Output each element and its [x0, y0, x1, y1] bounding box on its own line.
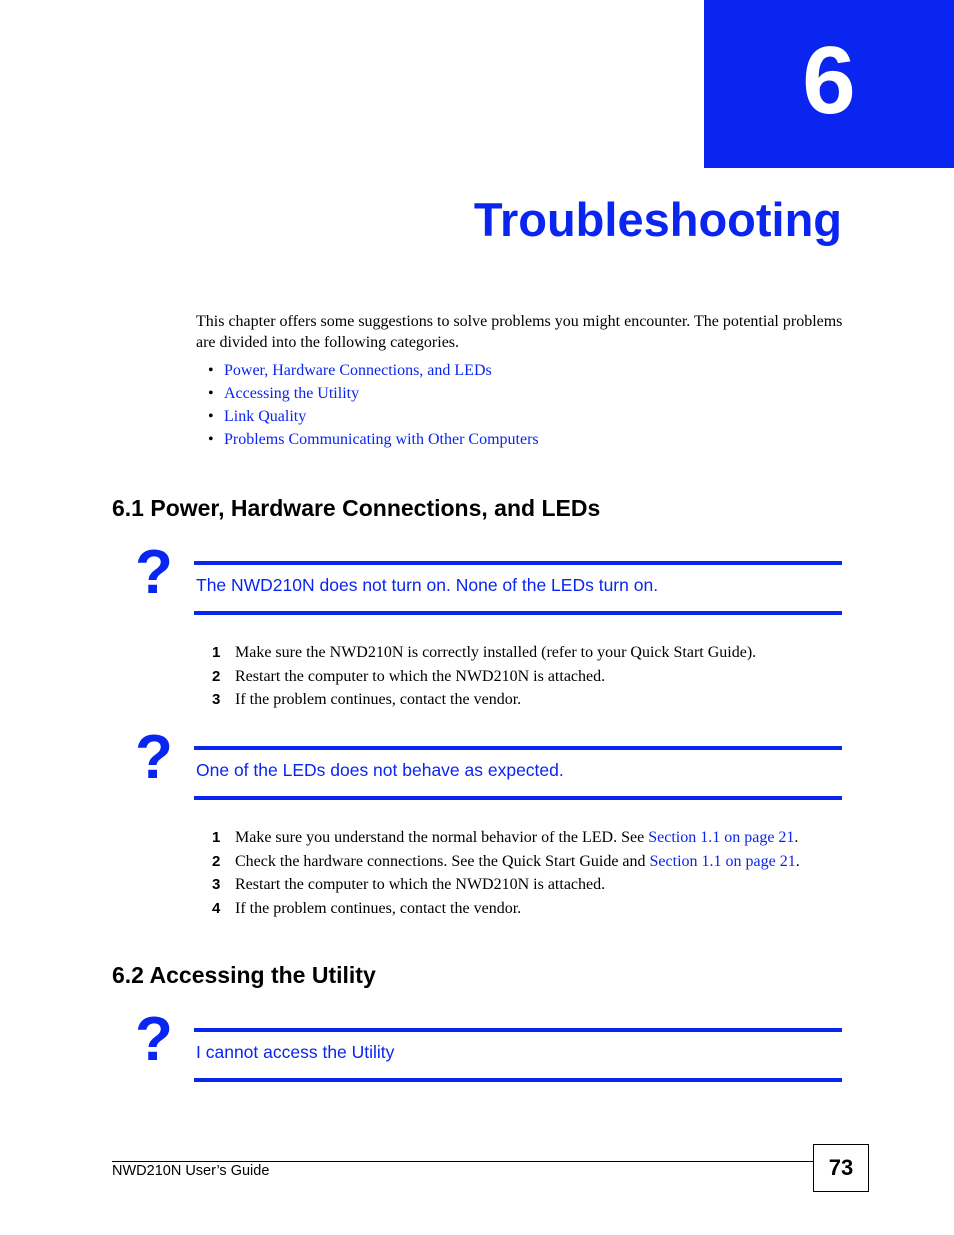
list-item	[208, 429, 539, 452]
step-text: Make sure the NWD210N is correctly installed (refer to your Quick Start Guide).	[235, 644, 757, 661]
step-number: 1	[212, 829, 221, 846]
list-item	[212, 851, 800, 875]
list-item	[212, 874, 800, 898]
section-heading-6-2: 6.2 Accessing the Utility	[112, 962, 376, 988]
step-text-start: Check the hardware connections. See the Quick Start Guide and	[235, 852, 650, 870]
step-text-end: .	[794, 829, 799, 846]
footer-guide-title: NWD210N User’s Guide	[112, 1163, 270, 1179]
step-number: 3	[212, 691, 221, 708]
question-box	[194, 746, 842, 800]
steps-list	[212, 827, 800, 921]
category-list	[208, 360, 539, 452]
bullet-icon: •	[208, 431, 214, 448]
steps-list	[212, 642, 756, 713]
step-text: If the problem continues, contact the vendor.	[235, 691, 522, 708]
question-mark-icon: ?	[135, 1005, 173, 1074]
question-text: One of the LEDs does not behave as expected.	[196, 760, 564, 780]
step-number: 4	[212, 899, 221, 917]
bullet-icon: •	[208, 362, 214, 379]
bullet-icon: •	[208, 385, 214, 402]
question-text: The NWD210N does not turn on. None of the LEDs turn on.	[196, 575, 659, 595]
step-number: 2	[212, 852, 221, 870]
list-item	[208, 360, 539, 383]
list-item	[212, 666, 756, 690]
page-number-text: 73	[828, 1155, 854, 1180]
step-text-start: Make sure you understand the normal behavior of the LED. See	[235, 829, 649, 846]
link-section-1-1[interactable]: Section 1.1 on page 21	[649, 852, 796, 870]
link-accessing-utility[interactable]: Accessing the Utility	[224, 385, 360, 402]
question-box	[194, 561, 842, 615]
question-mark-icon: ?	[135, 723, 173, 792]
link-problems-communicating[interactable]: Problems Communicating with Other Computers	[224, 431, 539, 448]
link-section-1-1[interactable]: Section 1.1 on page 21	[648, 829, 795, 846]
link-power-hardware[interactable]: Power, Hardware Connections, and LEDs	[224, 362, 492, 379]
step-number: 2	[212, 667, 221, 685]
chapter-title: Troubleshooting	[473, 193, 842, 246]
chapter-number: 6	[802, 27, 856, 134]
step-text	[235, 851, 800, 875]
step-text-end: .	[795, 852, 800, 870]
step-text: Restart the computer to which the NWD210N is attached.	[235, 876, 606, 893]
question-mark-icon: ?	[135, 538, 173, 607]
step-text: Restart the computer to which the NWD210N is attached.	[235, 667, 606, 685]
list-item	[212, 827, 800, 851]
step-text: If the problem continues, contact the vendor.	[235, 899, 522, 917]
question-text: I cannot access the Utility	[196, 1042, 395, 1062]
list-item	[212, 898, 800, 922]
step-number: 3	[212, 876, 221, 893]
link-link-quality[interactable]: Link Quality	[224, 408, 307, 425]
intro-paragraph: This chapter offers some suggestions to solve problems you might encounter. The potential problems are divided into the following categories.	[196, 313, 843, 351]
chapter-number-box	[704, 0, 954, 168]
list-item	[212, 689, 756, 713]
list-item	[208, 406, 539, 429]
step-number: 1	[212, 644, 221, 661]
list-item	[208, 383, 539, 406]
bullet-icon: •	[208, 408, 214, 425]
list-item	[212, 642, 756, 666]
page-number	[813, 1144, 869, 1192]
question-box	[194, 1028, 842, 1082]
section-heading-6-1: 6.1 Power, Hardware Connections, and LEDs	[112, 495, 601, 521]
step-text	[235, 827, 798, 851]
